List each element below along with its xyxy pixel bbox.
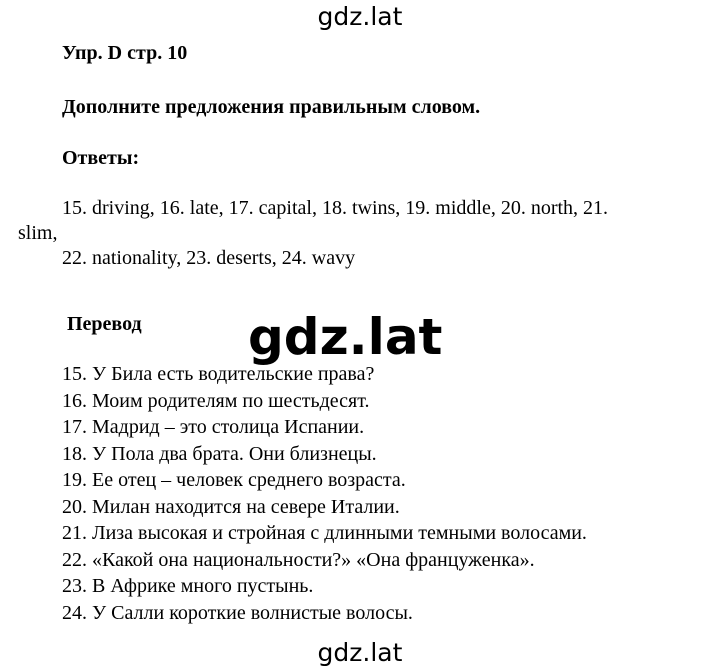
answers-line: 15. driving, 16. late, 17. capital, 18. twins, 19. middle, 20. north, 21. bbox=[62, 197, 609, 219]
translation-item: 22. «Какой она национальности?» «Она француженка». bbox=[62, 548, 535, 571]
translation-item: 21. Лиза высокая и стройная с длинными темными волосами. bbox=[62, 522, 587, 544]
answers-text bbox=[18, 196, 698, 271]
exercise-instruction: Дополните предложения правильным словом. bbox=[62, 96, 481, 118]
translation-item: 19. Ее отец – человек среднего возраста. bbox=[62, 469, 406, 491]
answers-line: 22. nationality, 23. deserts, 24. wavy bbox=[62, 247, 356, 269]
translation-item: 16. Моим родителям по шестьдесят. bbox=[62, 389, 370, 412]
exercise-title: Упр. D стр. 10 bbox=[62, 42, 188, 64]
answers-heading: Ответы: bbox=[62, 147, 140, 169]
translation-item: 20. Милан находится на севере Италии. bbox=[62, 495, 400, 518]
watermark-top: gdz.lat bbox=[317, 2, 403, 31]
translation-item: 15. У Била есть водительские права? bbox=[62, 363, 375, 385]
watermark-middle: gdz.lat bbox=[248, 308, 443, 366]
answers-line: slim, bbox=[18, 222, 58, 244]
translation-item: 17. Мадрид – это столица Испании. bbox=[62, 416, 365, 438]
translation-heading: Перевод bbox=[67, 313, 142, 335]
translation-item: 18. У Пола два брата. Они близнецы. bbox=[62, 442, 377, 465]
translation-item: 23. В Африке много пустынь. bbox=[62, 575, 314, 597]
translation-item: 24. У Салли короткие волнистые волосы. bbox=[62, 601, 413, 624]
watermark-bottom: gdz.lat bbox=[317, 638, 403, 667]
translation-list bbox=[62, 361, 587, 626]
